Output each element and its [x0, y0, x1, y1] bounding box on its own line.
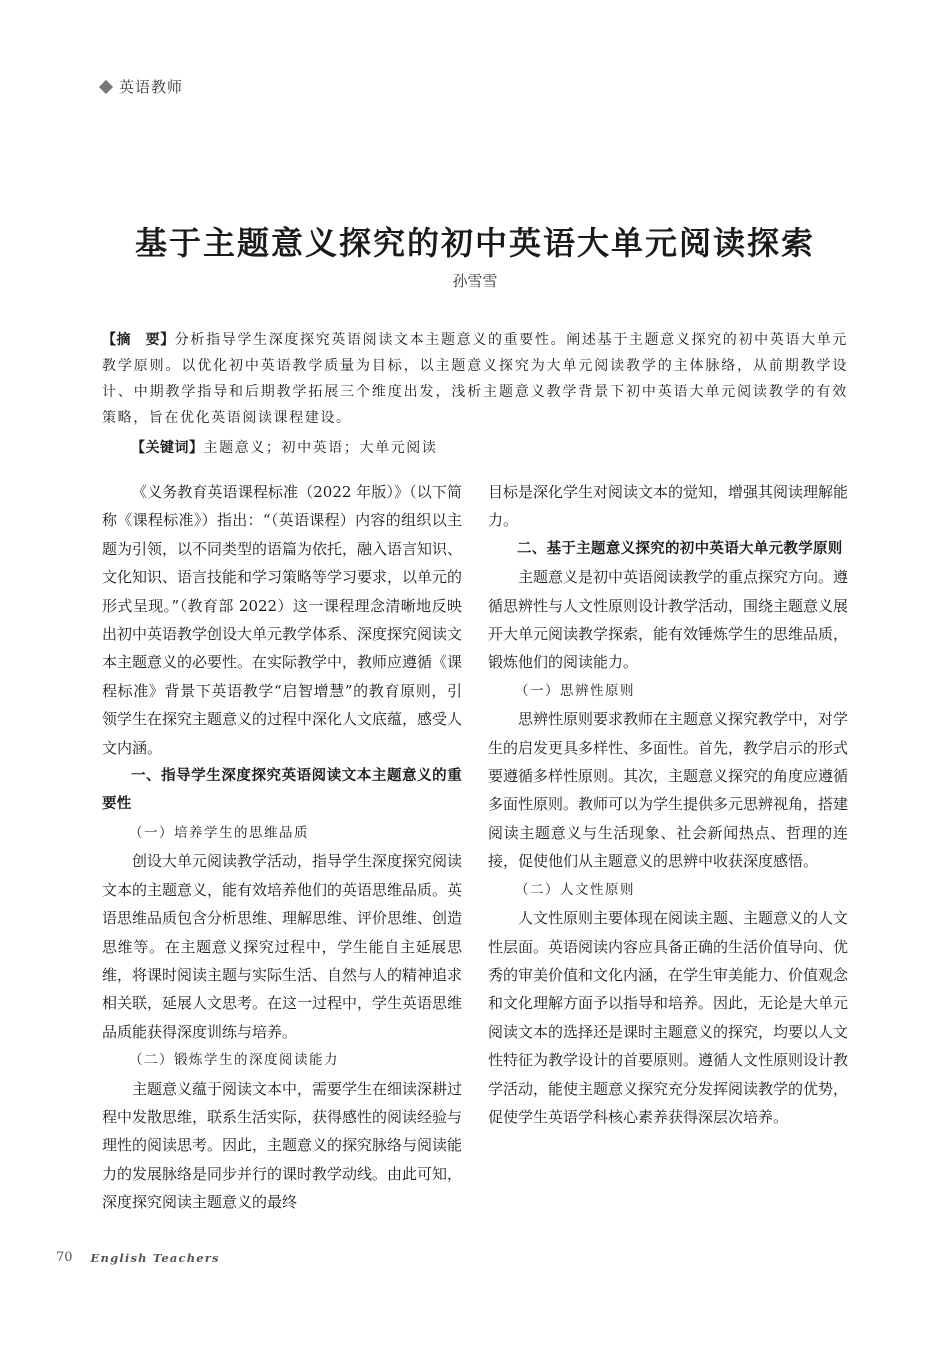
right-column [488, 478, 848, 1131]
body-paragraph-continued: 目标是深化学生对阅读文本的觉知，增强其阅读理解能力。 [488, 483, 849, 530]
article-author: 孙雪雪 [452, 272, 498, 290]
subsection-heading: （一）思辨性原则 [515, 682, 635, 699]
article-title: 基于主题意义探究的初中英语大单元阅读探索 [134, 224, 815, 262]
diamond-icon [99, 79, 113, 93]
body-paragraph: 《义务教育英语课程标准（2022 年版）》（以下简称《课程标准》）指出：“（英语课程）内容的组织以主题为引领，以不同类型的语篇为依托，融入语言知识、文化知识、语言技能和学习策略等学习要求，以单元的形式呈现。”（教育部 2022）这一课程理念清晰地反映出初中英语教学创设大单元教学体系、深度探究阅读文本主题意义的必要性。在实际教学中，教师应遵循《课程标准》背景下英语教学“启智增慧”的教育原则，引领学生在探究主题意义的过程中深化人文底蕴，感受人文内涵。 [102, 483, 463, 757]
keywords-label: 【关键词】 [131, 440, 204, 456]
running-header [101, 76, 183, 97]
body-paragraph: 主题意义蕴于阅读文本中，需要学生在细读深耕过程中发散思维，联系生活实际，获得感性的阅读经验与理性的阅读思考。因此，主题意义的探究脉络与阅读能力的发展脉络是同步并行的课时教学动线。由此可知，深度探究阅读主题意义的最终 [102, 1079, 463, 1212]
subsection-heading: （一）培养学生的思维品质 [129, 824, 309, 841]
journal-name: English Teachers [90, 1250, 220, 1265]
section-heading: 二、基于主题意义探究的初中英语大单元教学原则 [517, 540, 843, 557]
section-heading: 一、指导学生深度探究英语阅读文本主题意义的重要性 [102, 768, 462, 813]
keywords-text: 主题意义；初中英语；大单元阅读 [203, 440, 438, 456]
subsection-heading: （二）人文性原则 [515, 881, 635, 898]
body-paragraph: 创设大单元阅读教学活动，指导学生深度探究阅读文本的主题意义，能有效培养他们的英语思维品质。英语思维品质包含分析思维、理解思维、评价思维、创造思维等。在主题意义探究过程中，学生能自主延展思维，将课时阅读主题与实际生活、自然与人的精神追求相关联，延展人文思考。在这一过程中，学生英语思维品质能获得深度训练与培养。 [102, 852, 463, 1041]
body-paragraph: 主题意义是初中英语阅读教学的重点探究方向。遵循思辨性与人文性原则设计教学活动，围绕主题意义展开大单元阅读教学探索，能有效锤炼学生的思维品质，锻炼他们的阅读能力。 [488, 568, 849, 672]
left-column [102, 478, 462, 1217]
abstract-label: 【摘 要】 [102, 332, 175, 348]
abstract [102, 327, 848, 431]
page-number: 70 [56, 1250, 73, 1265]
body-paragraph: 人文性原则主要体现在阅读主题、主题意义的人文性层面。英语阅读内容应具备正确的生活价值导向、优秀的审美价值和文化内涵，在学生审美能力、价值观念和文化理解方面予以指导和培养。因此，无论是大单元阅读文本的选择还是课时主题意义的探究，均要以人文性特征为教学设计的首要原则。遵循人文性原则设计教学活动，能使主题意义探究充分发挥阅读教学的优势，促使学生英语学科核心素养获得深层次培养。 [488, 909, 849, 1126]
subsection-heading: （二）锻炼学生的深度阅读能力 [129, 1052, 339, 1069]
keywords [131, 437, 438, 457]
body-paragraph: 思辨性原则要求教师在主题意义探究教学中，对学生的启发更具多样性、多面性。首先，教学启示的形式要遵循多样性原则。其次，主题意义探究的角度应遵循多面性原则。教师可以为学生提供多元思辨视角，搭建阅读主题意义与生活现象、社会新闻热点、哲理的连接，促使他们从主题意义的思辨中收获深度感悟。 [488, 710, 849, 871]
page-footer [56, 1250, 220, 1265]
section-name: 英语教师 [119, 78, 184, 96]
abstract-text: 分析指导学生深度探究英语阅读文本主题意义的重要性。阐述基于主题意义探究的初中英语大单元教学原则。以优化初中英语教学质量为目标，以主题意义探究为大单元阅读教学的主体脉络，从前期教学设计、中期教学指导和后期教学拓展三个维度出发，浅析主题意义教学背景下初中英语大单元阅读教学的有效策略，旨在优化英语阅读课程建设。 [102, 332, 848, 426]
